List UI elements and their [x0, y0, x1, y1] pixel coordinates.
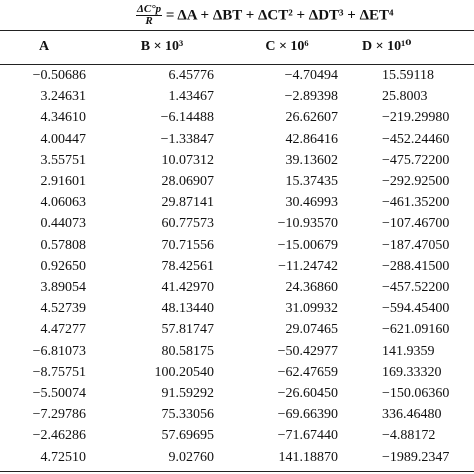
- cell-d: −594.45400: [382, 301, 450, 317]
- cell-a: −0.50686: [32, 68, 86, 83]
- cell-c: 31.09932: [285, 301, 338, 317]
- cell-d: 336.46480: [382, 407, 442, 423]
- cell-c: −10.93570: [277, 216, 338, 232]
- cell-c: −2.89398: [284, 89, 338, 105]
- column-header-a: A: [38, 39, 50, 54]
- cell-d: 141.9359: [382, 343, 435, 359]
- cell-a: 3.24631: [40, 89, 86, 105]
- cell-a: 2.91601: [40, 174, 86, 189]
- column-header-c: C × 10⁶: [265, 39, 309, 54]
- equation-terms: = ΔA + ΔBT + ΔCT² + ΔDT³ + ΔET⁴: [165, 7, 394, 24]
- cell-b: 41.42970: [161, 280, 214, 295]
- table-row: [0, 384, 474, 404]
- cell-b: 75.33056: [161, 407, 214, 423]
- cell-d: −461.35200: [382, 195, 450, 211]
- table-header-row: [0, 32, 474, 62]
- cell-c: −69.66390: [277, 407, 338, 423]
- cell-c: 29.07465: [285, 322, 338, 338]
- cell-a: 3.55751: [40, 152, 86, 168]
- cell-d: 169.33320: [382, 364, 442, 380]
- cell-b: 9.02760: [168, 449, 214, 465]
- table-row: [0, 151, 474, 171]
- table-bottom-rule: [0, 471, 474, 472]
- cell-a: 3.89054: [40, 280, 86, 295]
- cell-c: −50.42977: [277, 343, 338, 359]
- cell-b: 1.43467: [168, 89, 214, 105]
- table-row: [0, 320, 474, 340]
- column-header-d: D × 10¹⁰: [362, 39, 412, 54]
- cell-c: −71.67440: [277, 428, 338, 444]
- heat-capacity-equation: [136, 2, 474, 28]
- cell-d: −452.24460: [382, 131, 450, 147]
- table-row: [0, 193, 474, 213]
- cell-a: 4.06063: [40, 195, 86, 211]
- table-row: [0, 236, 474, 256]
- cell-d: −219.29980: [382, 110, 450, 126]
- table-row: [0, 214, 474, 234]
- table-row: [0, 278, 474, 298]
- cell-c: −4.70494: [284, 68, 338, 83]
- cell-b: 57.69695: [161, 428, 214, 444]
- cell-d: −4.88172: [382, 428, 436, 444]
- cell-a: 4.00447: [40, 131, 86, 147]
- table-row: [0, 108, 474, 128]
- cell-b: 29.87141: [161, 195, 214, 211]
- cell-d: 25.8003: [382, 89, 428, 105]
- cell-d: −187.47050: [382, 237, 450, 253]
- cell-b: 91.59292: [161, 386, 214, 401]
- table-body: [0, 66, 474, 470]
- cell-d: −288.41500: [382, 258, 450, 274]
- cell-a: 4.72510: [40, 449, 86, 465]
- cell-d: 15.59118: [382, 68, 434, 83]
- cell-b: 80.58175: [161, 343, 214, 359]
- cell-a: −8.75751: [32, 364, 86, 380]
- cell-c: −26.60450: [277, 386, 338, 401]
- cell-c: 24.36860: [285, 280, 338, 295]
- cell-a: −5.50074: [32, 386, 86, 401]
- cell-b: 60.77573: [161, 216, 214, 232]
- cell-a: 4.52739: [40, 301, 86, 317]
- table-row: [0, 172, 474, 192]
- cell-d: −1989.2347: [382, 449, 450, 465]
- table-row: [0, 363, 474, 383]
- cell-c: 39.13602: [285, 152, 338, 168]
- equation-fraction: [136, 4, 162, 27]
- cell-b: −1.33847: [160, 131, 214, 147]
- cell-a: −7.29786: [32, 407, 86, 423]
- cell-d: −107.46700: [382, 216, 450, 232]
- cell-b: 48.13440: [161, 301, 214, 317]
- cell-d: −457.52200: [382, 280, 450, 295]
- equation-denominator: R: [145, 15, 153, 28]
- cell-b: −6.14488: [160, 110, 214, 126]
- table-row: [0, 66, 474, 86]
- cell-d: −150.06360: [382, 386, 450, 401]
- table-row: [0, 130, 474, 150]
- cell-a: −2.46286: [32, 428, 86, 444]
- cell-a: −6.81073: [32, 343, 86, 359]
- cell-b: 78.42561: [161, 258, 214, 274]
- cell-b: 10.07312: [161, 152, 214, 168]
- equation-numerator: ΔC°p: [137, 3, 162, 16]
- column-header-b: B × 10³: [140, 39, 184, 54]
- cell-b: 70.71556: [161, 237, 214, 253]
- table-header-rule: [0, 64, 474, 65]
- table-row: [0, 405, 474, 425]
- cell-c: 42.86416: [285, 131, 338, 147]
- cell-c: −15.00679: [277, 237, 338, 253]
- table-row: [0, 87, 474, 107]
- cell-a: 4.47277: [40, 322, 86, 338]
- cell-d: −475.72200: [382, 152, 450, 168]
- cell-c: 15.37435: [285, 174, 338, 189]
- cell-b: 100.20540: [154, 364, 214, 380]
- table-row: [0, 426, 474, 446]
- cell-c: −62.47659: [277, 364, 338, 380]
- cell-a: 0.57808: [40, 237, 86, 253]
- cell-d: −292.92500: [382, 174, 450, 189]
- cell-c: −11.24742: [278, 258, 338, 274]
- cell-b: 6.45776: [168, 68, 214, 83]
- cell-c: 141.18870: [278, 449, 338, 465]
- table-row: [0, 299, 474, 319]
- table-row: [0, 257, 474, 277]
- cell-d: −621.09160: [382, 322, 450, 338]
- table-row: [0, 342, 474, 362]
- table-row: [0, 448, 474, 468]
- cell-c: 26.62607: [285, 110, 338, 126]
- cell-a: 0.44073: [40, 216, 86, 232]
- cell-b: 57.81747: [161, 322, 214, 338]
- cell-b: 28.06907: [161, 174, 214, 189]
- cell-c: 30.46993: [285, 195, 338, 211]
- cell-a: 0.92650: [40, 258, 86, 274]
- table-top-rule: [0, 30, 474, 31]
- cell-a: 4.34610: [40, 110, 86, 126]
